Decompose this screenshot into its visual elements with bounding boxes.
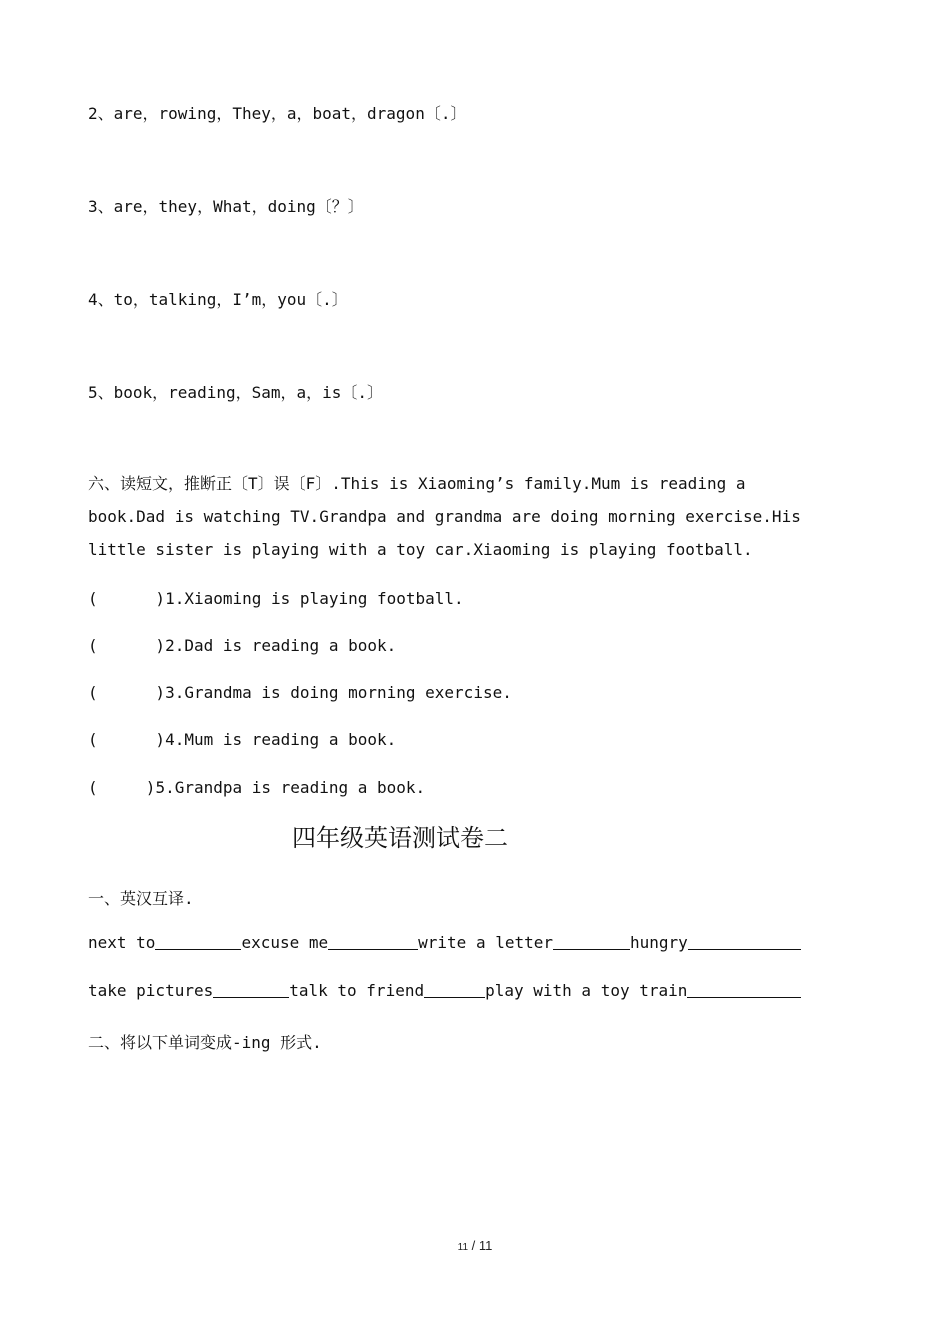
- answer-blank[interactable]: [155, 933, 241, 950]
- reading-passage: 六、读短文，推断正〔T〕误〔F〕.This is Xiaoming’s family.Mum is reading a book.Dad is watching TV.Grandpa and grandma are doing morning exercise.His little sister is playing with a toy car.Xiaoming is playing football.: [88, 474, 801, 559]
- section-heading: 二、将以下单词变成-ing 形式.: [88, 1033, 322, 1052]
- answer-blank[interactable]: [688, 933, 801, 950]
- translate-row: next to excuse me write a letter hungry: [88, 933, 801, 952]
- answer-blank[interactable]: [424, 981, 485, 998]
- section-heading: 一、英汉互译.: [88, 889, 194, 908]
- question-5: 5、book，reading，Sam，a，is〔.〕: [88, 383, 384, 402]
- question-3: 3、are，they，What，doing〔？〕: [88, 197, 364, 216]
- answer-paren[interactable]: ( ): [88, 730, 166, 749]
- tf-item: ( )4.Mum is reading a book.: [88, 730, 397, 749]
- tf-item: ( )2.Dad is reading a book.: [88, 636, 397, 655]
- answer-blank[interactable]: [553, 933, 630, 950]
- tf-item: ( )1.Xiaoming is playing football.: [88, 589, 464, 608]
- answer-blank[interactable]: [687, 981, 801, 998]
- page-number: 11 / 11: [457, 1238, 493, 1253]
- answer-blank[interactable]: [213, 981, 289, 998]
- answer-paren[interactable]: ( ): [88, 683, 166, 702]
- answer-paren[interactable]: ( ): [88, 589, 166, 608]
- tf-item: ( )5.Grandpa is reading a book.: [88, 778, 426, 797]
- tf-item: ( )3.Grandma is doing morning exercise.: [88, 683, 512, 702]
- question-4: 4、to，talking，I’m，you〔.〕: [88, 290, 348, 309]
- answer-paren[interactable]: ( ): [88, 778, 156, 797]
- answer-paren[interactable]: ( ): [88, 636, 166, 655]
- answer-blank[interactable]: [328, 933, 418, 950]
- page-title: 四年级英语测试卷二: [292, 824, 508, 852]
- question-2: 2、are，rowing，They，a，boat，dragon〔.〕: [88, 104, 467, 123]
- translate-row: take pictures talk to friend play with a toy train: [88, 981, 801, 1000]
